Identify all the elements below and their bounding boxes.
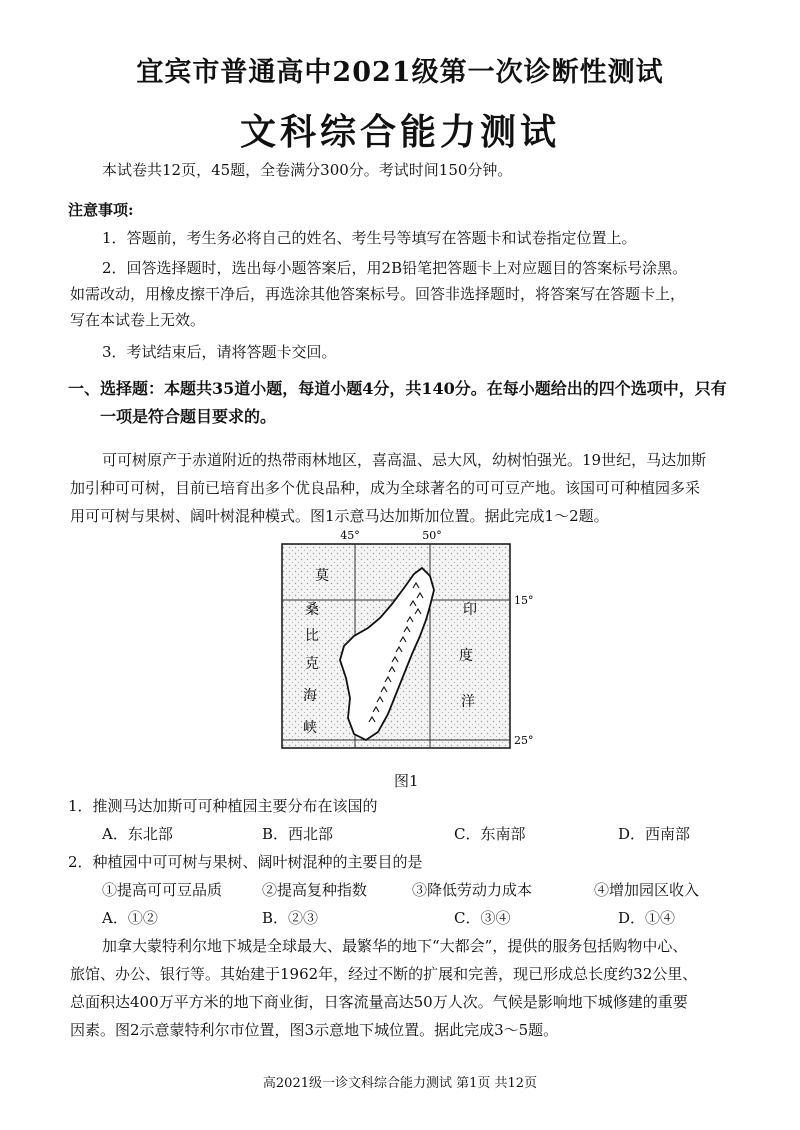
ocean-char-2: 度 [459,648,473,664]
section-heading: 一、选择题：本题共35道小题，每道小题4分，共140分。在每小题给出的四个选项中，只有 [68,379,727,398]
passage2-line3: 总面积达400万平方米的地下商业街，日客流量高达50万人次。气候是影响地下城修建的重要 [70,993,688,1011]
note-item-2-end: 写在本试卷上无效。 [70,311,206,329]
q2-option-d: D．①④ [618,909,676,927]
q1-option-c: C．东南部 [454,825,526,843]
note-item-2-cont: 如需改动，用橡皮擦干净后，再选涂其他答案标号。回答非选择题时，将答案写在答题卡上， [70,285,686,303]
passage1-line1: 可可树原产于赤道附近的热带雨林地区，喜高温、忌大风，幼树怕强光。19世纪，马达加斯 [102,451,707,469]
lon-label-45: 45° [340,529,360,542]
q1-option-a: A．东北部 [102,825,173,843]
q1-stem: 1．推测马达加斯可可种植园主要分布在该国的 [68,797,378,815]
q2-stem: 2．种植园中可可树与果树、阔叶树混种的主要目的是 [68,853,423,871]
subject-title: 文科综合能力测试 [239,111,560,153]
passage1-line2: 加引种可可树，目前已培育出多个优良品种，成为全球著名的可可豆产地。该国可可种植园多采 [70,479,701,497]
q2-option-c: C．③④ [454,909,511,927]
q2-statement-3: ③降低劳动力成本 [412,881,533,899]
notes-heading: 注意事项: [68,201,134,219]
q1-option-d: D．西南部 [618,825,691,843]
channel-char-5: 海 [303,688,317,704]
passage2-line2: 旅馆、办公、银行等。其始建于1962年，经过不断的扩展和完善，现已形成总长度约32公里、 [70,965,698,983]
channel-char-6: 峡 [303,720,317,736]
lat-label-25: 25° [514,734,534,747]
note-item-2: 2．回答选择题时，选出每小题答案后，用2B铅笔把答题卡上对应题目的答案标号涂黑。 [102,259,688,277]
note-item-1: 1．答题前，考生务必将自己的姓名、考生号等填写在答题卡和试卷指定位置上。 [102,229,637,247]
lat-label-15: 15° [514,594,534,607]
page-footer: 高2021级一诊文科综合能力测试 第1页 共12页 [262,1076,538,1091]
section-heading-cont: 一项是符合题目要求的。 [100,407,277,426]
madagascar-location-map [270,528,540,768]
q2-statement-2: ②提高复种指数 [262,881,368,899]
ocean-char-3: 洋 [461,694,475,710]
note-item-3: 3．考试结束后，请将答题卡交回。 [102,343,337,361]
exam-title: 宜宾市普通高中2021级第一次诊断性测试 [136,57,664,88]
figure1-caption: 图1 [394,772,419,790]
ocean-char-1: 印 [463,602,477,618]
q2-option-a: A．①② [102,909,158,927]
q1-option-b: B．西北部 [262,825,334,843]
channel-char-1: 莫 [315,568,329,584]
passage1-line3: 用可可树与果树、阔叶树混种模式。图1示意马达加斯加位置。据此完成1～2题。 [70,507,609,525]
q2-option-b: B．②③ [262,909,319,927]
q2-statement-1: ①提高可可豆品质 [102,881,223,899]
passage2-line4: 因素。图2示意蒙特利尔市位置，图3示意地下城位置。据此完成3～5题。 [70,1021,559,1039]
passage2-line1: 加拿大蒙特利尔地下城是全球最大、最繁华的地下“大都会”，提供的服务包括购物中心、 [102,937,688,955]
channel-char-4: 克 [305,656,319,672]
q2-statement-4: ④增加园区收入 [594,881,700,899]
channel-char-2: 桑 [305,602,319,618]
exam-info: 本试卷共12页，45题，全卷满分300分。考试时间150分钟。 [102,161,513,179]
channel-char-3: 比 [305,628,319,644]
lon-label-50: 50° [422,529,442,542]
